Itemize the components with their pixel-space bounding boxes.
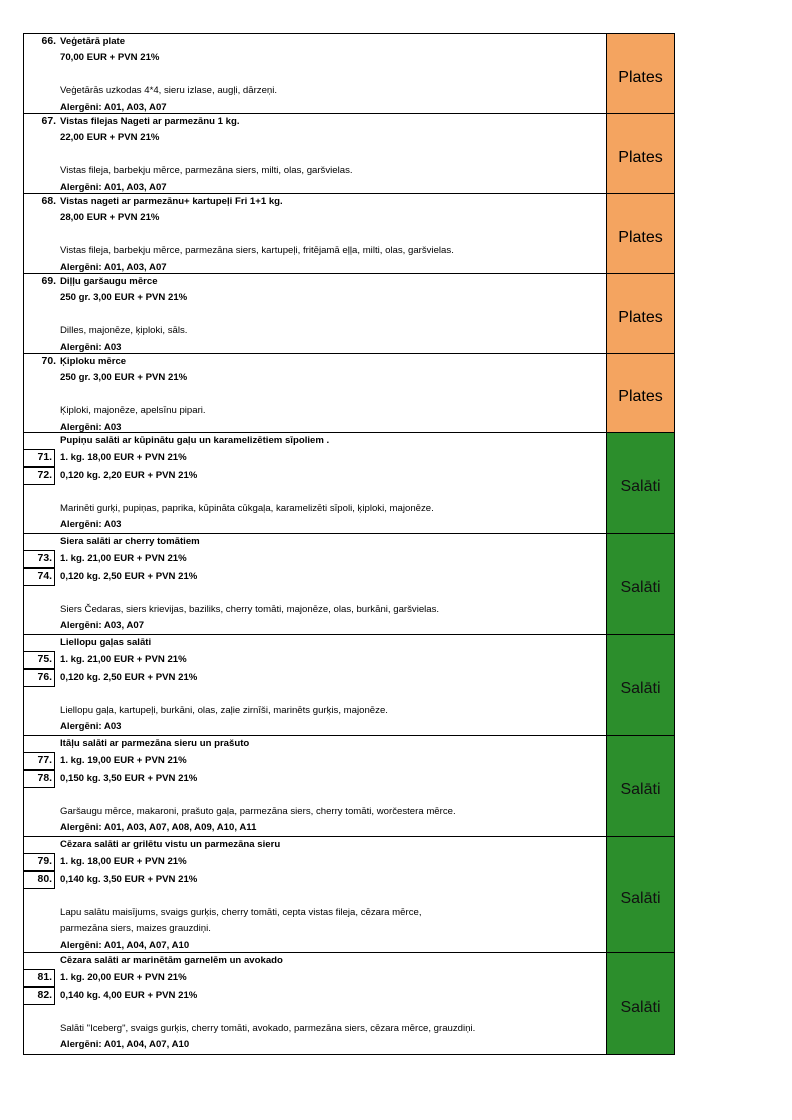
item-title-row (24, 433, 606, 449)
item-option-row (24, 752, 606, 770)
item-ingredients: Lapu salātu maisījums, svaigs gurķis, cherry tomāti, cepta vistas fileja, cēzara mērce, (60, 906, 422, 918)
item-option-number: 78. (24, 770, 55, 788)
item-option-price: 0,140 kg. 3,50 EUR + PVN 21% (60, 873, 198, 885)
item-option-number: 77. (24, 752, 55, 770)
category-label-text: Plates (618, 228, 663, 246)
item-allergens: Alergēni: A01, A03, A07 (60, 181, 167, 193)
category-label-text: Plates (618, 68, 663, 86)
category-label-plates (607, 274, 674, 353)
item-price-row (24, 50, 606, 66)
item-ingredients: Vistas fileja, barbekju mērce, parmezāna siers, milti, olas, garšvielas. (60, 165, 353, 177)
item-content (24, 837, 607, 952)
item-allergens: Alergēni: A03 (60, 341, 122, 353)
item-option-price: 1. kg. 20,00 EUR + PVN 21% (60, 971, 187, 983)
item-option-number: 76. (24, 669, 55, 687)
item-ingredients-row (24, 1021, 606, 1037)
item-ingredients: Veģetārās uzkodas 4*4, sieru izlase, augļi, dārzeņi. (60, 85, 278, 97)
item-option-row (24, 853, 606, 871)
item-ingredients-row (24, 921, 606, 937)
item-number: 70. (41, 356, 56, 367)
item-ingredients-row (24, 403, 606, 419)
item-option-row (24, 969, 606, 987)
item-ingredients: Marinēti gurķi, pupiņas, paprika, kūpināta cūkgaļa, karamelizēti sīpoli, ķiploki, majonēze. (60, 502, 434, 514)
salad-item-block (24, 837, 674, 953)
item-ingredients: Salāti "Iceberg", svaigs gurķis, cherry tomāti, avokado, parmezāna siers, cēzara mērce, grauzdiņi. (60, 1022, 476, 1034)
item-allergens: Alergēni: A01, A04, A07, A10 (60, 1039, 190, 1051)
menu-table (23, 33, 675, 1055)
item-option-price: 1. kg. 21,00 EUR + PVN 21% (60, 653, 187, 665)
category-label-text: Plates (618, 388, 663, 405)
category-label-plates (607, 34, 674, 113)
item-allergens: Alergēni: A03, A07 (60, 620, 145, 632)
item-number: 67. (41, 116, 56, 127)
item-ingredients-row (24, 163, 606, 179)
item-option-price: 0,120 kg. 2,50 EUR + PVN 21% (60, 570, 198, 582)
item-content (24, 736, 607, 836)
item-option-row (24, 770, 606, 788)
item-title-row (24, 194, 606, 210)
salad-item-block (24, 635, 674, 736)
item-title: Liellopu gaļas salāti (60, 637, 152, 648)
item-ingredients: Dilles, majonēze, ķiploki, sāls. (60, 325, 188, 337)
category-label-salati (607, 635, 674, 735)
item-ingredients: parmezāna siers, maizes grauzdiņi. (60, 923, 211, 935)
item-content (24, 114, 607, 193)
menu-item-block (24, 274, 674, 354)
item-price-row (24, 290, 606, 306)
item-title: Diļļu garšaugu mērce (60, 276, 158, 287)
item-option-price: 0,140 kg. 4,00 EUR + PVN 21% (60, 989, 198, 1001)
item-ingredients-row (24, 243, 606, 259)
item-ingredients-row (24, 703, 606, 719)
menu-item-block (24, 194, 674, 274)
menu-item-block (24, 114, 674, 194)
item-number: 68. (41, 196, 56, 207)
item-allergens-row (24, 820, 606, 836)
item-title: Veģetārā plate (60, 36, 126, 47)
item-ingredients-row (24, 323, 606, 339)
item-title-row (24, 114, 606, 130)
item-title-row (24, 635, 606, 651)
item-ingredients-row (24, 83, 606, 99)
item-option-row (24, 550, 606, 568)
item-ingredients: Vistas fileja, barbekju mērce, parmezāna siers, kartupeļi, fritējamā eļļa, milti, olas, garšvielas. (60, 245, 454, 257)
category-label-text: Plates (618, 148, 663, 166)
item-ingredients: Siers Čedaras, siers krievijas, baziliks, cherry tomāti, majonēze, olas, burkāni, garšvielas. (60, 603, 440, 615)
item-title-row (24, 534, 606, 550)
item-option-price: 0,120 kg. 2,20 EUR + PVN 21% (60, 469, 198, 481)
item-content (24, 34, 607, 113)
category-label-text: Salāti (620, 579, 661, 596)
item-option-row (24, 871, 606, 889)
category-label-text: Salāti (620, 889, 661, 907)
category-label-salati (607, 837, 674, 952)
item-title: Pupiņu salāti ar kūpinātu gaļu un karamelizētiem sīpoliem . (60, 435, 330, 446)
spacer (24, 889, 606, 905)
spacer (24, 485, 606, 501)
item-content (24, 534, 607, 634)
category-label-salati (607, 433, 674, 533)
item-title-row (24, 34, 606, 50)
item-price-row (24, 130, 606, 146)
item-content (24, 635, 607, 735)
item-option-row (24, 449, 606, 467)
spacer (24, 307, 606, 323)
category-label-text: Salāti (620, 478, 661, 495)
category-label-plates (607, 194, 674, 273)
category-label-text: Salāti (620, 781, 661, 798)
item-title: Vistas nageti ar parmezānu+ kartupeļi Fri 1+1 kg. (60, 196, 283, 207)
salad-item-block (24, 534, 674, 635)
spacer (24, 586, 606, 602)
item-price: 28,00 EUR + PVN 21% (60, 212, 160, 224)
category-label-plates (607, 354, 674, 432)
item-option-number: 82. (24, 987, 55, 1005)
item-price-row (24, 370, 606, 386)
item-content (24, 194, 607, 273)
item-number: 66. (41, 36, 56, 47)
item-content (24, 274, 607, 353)
item-price: 22,00 EUR + PVN 21% (60, 132, 160, 144)
item-allergens-row (24, 517, 606, 533)
item-allergens-row (24, 1037, 606, 1053)
item-ingredients-row (24, 501, 606, 517)
category-label-salati (607, 534, 674, 634)
item-content (24, 953, 607, 1054)
item-option-row (24, 467, 606, 485)
item-title: Ķiploku mērce (60, 356, 127, 367)
category-label-text: Plates (618, 308, 663, 326)
item-ingredients-row (24, 905, 606, 921)
item-price: 70,00 EUR + PVN 21% (60, 52, 160, 64)
item-title: Cēzara salāti ar marinētām garnelēm un avokado (60, 955, 283, 966)
item-title: Itāļu salāti ar parmezāna sieru un prašuto (60, 738, 250, 749)
category-label-text: Salāti (620, 998, 661, 1016)
item-ingredients-row (24, 804, 606, 820)
item-price-row (24, 210, 606, 226)
item-allergens: Alergēni: A01, A03, A07, A08, A09, A10, A11 (60, 822, 257, 834)
item-option-number: 75. (24, 651, 55, 669)
item-price: 250 gr. 3,00 EUR + PVN 21% (60, 292, 188, 304)
spacer (24, 147, 606, 163)
category-label-plates (607, 114, 674, 193)
spacer (24, 788, 606, 804)
item-allergens: Alergēni: A01, A03, A07 (60, 101, 167, 113)
item-ingredients-row (24, 602, 606, 618)
item-option-price: 1. kg. 18,00 EUR + PVN 21% (60, 451, 187, 463)
item-title-row (24, 953, 606, 969)
item-content (24, 354, 607, 432)
item-ingredients: Liellopu gaļa, kartupeļi, burkāni, olas, zaļie zirnīši, marinēts gurķis, majonēze. (60, 704, 388, 716)
salad-item-block (24, 736, 674, 837)
item-title-row (24, 837, 606, 853)
item-option-price: 1. kg. 18,00 EUR + PVN 21% (60, 855, 187, 867)
item-option-row (24, 669, 606, 687)
spacer (24, 227, 606, 243)
item-option-number: 74. (24, 568, 55, 586)
item-title-row (24, 736, 606, 752)
category-label-text: Salāti (620, 680, 661, 697)
item-price: 250 gr. 3,00 EUR + PVN 21% (60, 372, 188, 384)
item-allergens-row (24, 719, 606, 735)
item-option-number: 81. (24, 969, 55, 987)
item-option-row (24, 987, 606, 1005)
item-title: Vistas filejas Nageti ar parmezānu 1 kg. (60, 116, 240, 127)
item-option-number: 72. (24, 467, 55, 485)
category-label-salati (607, 736, 674, 836)
item-allergens: Alergēni: A03 (60, 721, 122, 733)
item-option-number: 71. (24, 449, 55, 467)
item-ingredients: Garšaugu mērce, makaroni, prašuto gaļa, parmezāna siers, cherry tomāti, worčestera mērce. (60, 805, 456, 817)
spacer (24, 687, 606, 703)
item-allergens-row (24, 618, 606, 634)
spacer (24, 1005, 606, 1021)
item-title-row (24, 354, 606, 370)
item-allergens: Alergēni: A01, A03, A07 (60, 261, 167, 273)
category-label-salati (607, 953, 674, 1054)
item-allergens: Alergēni: A01, A04, A07, A10 (60, 939, 190, 951)
menu-item-block (24, 354, 674, 433)
item-option-row (24, 568, 606, 586)
spacer (24, 387, 606, 403)
item-number: 69. (41, 276, 56, 287)
item-option-price: 1. kg. 21,00 EUR + PVN 21% (60, 552, 187, 564)
item-allergens-row (24, 938, 606, 954)
item-option-price: 1. kg. 19,00 EUR + PVN 21% (60, 754, 187, 766)
item-content (24, 433, 607, 533)
salad-item-block (24, 433, 674, 534)
item-option-number: 79. (24, 853, 55, 871)
item-title: Cēzara salāti ar grilētu vistu un parmezāna sieru (60, 839, 281, 850)
item-option-number: 80. (24, 871, 55, 889)
item-allergens: Alergēni: A03 (60, 421, 122, 433)
item-allergens: Alergēni: A03 (60, 519, 122, 531)
item-title-row (24, 274, 606, 290)
item-option-row (24, 651, 606, 669)
item-ingredients: Ķiploki, majonēze, apelsīnu pipari. (60, 405, 206, 417)
item-option-price: 0,120 kg. 2,50 EUR + PVN 21% (60, 671, 198, 683)
menu-item-block (24, 34, 674, 114)
spacer (24, 67, 606, 83)
item-option-price: 0,150 kg. 3,50 EUR + PVN 21% (60, 772, 198, 784)
salad-item-block (24, 953, 674, 1054)
item-title: Siera salāti ar cherry tomātiem (60, 536, 200, 547)
item-option-number: 73. (24, 550, 55, 568)
